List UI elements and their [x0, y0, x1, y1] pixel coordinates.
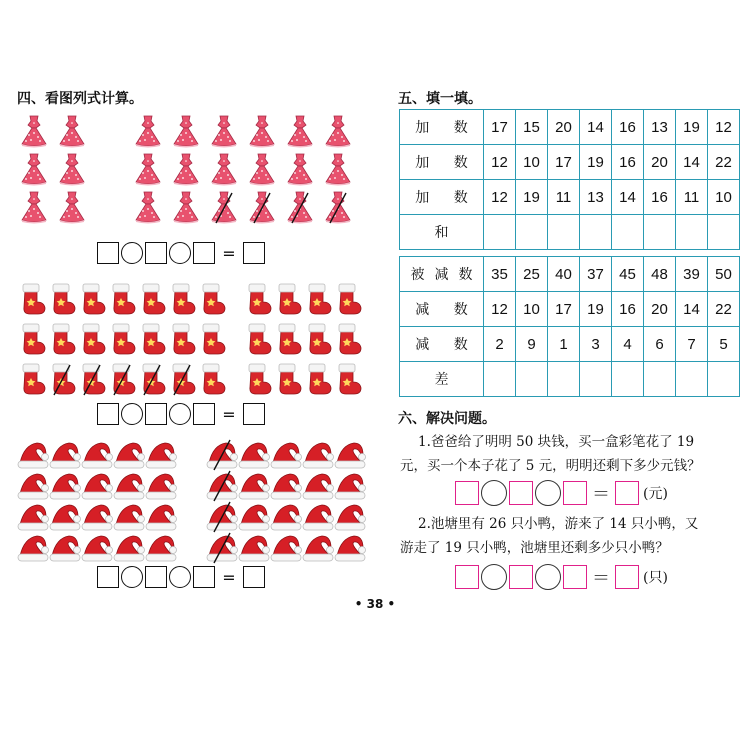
row-label: 加 数 [400, 180, 484, 215]
value-cell: 37 [580, 257, 612, 292]
operator-circle[interactable] [169, 566, 191, 588]
value-cell: 19 [516, 180, 548, 215]
dress-icon [54, 151, 90, 187]
result-box[interactable] [243, 242, 265, 264]
dress-group-left [16, 113, 92, 227]
dress-icon [282, 189, 318, 225]
operator-circle[interactable] [481, 564, 507, 590]
answer-cell[interactable] [612, 215, 644, 250]
dress-icon [206, 113, 242, 149]
value-cell: 16 [612, 110, 644, 145]
row-label: 加 数 [400, 110, 484, 145]
value-cell: 7 [676, 327, 708, 362]
problem-1-text-2 [400, 454, 701, 478]
table-row [400, 215, 740, 250]
value-cell: 20 [644, 145, 676, 180]
section-4-title: 四、看图列式计算。 [17, 91, 143, 107]
operator-circle[interactable] [535, 480, 561, 506]
answer-box[interactable] [509, 565, 533, 589]
page-number: • 38 • [354, 597, 396, 611]
value-cell: 4 [612, 327, 644, 362]
answer-box[interactable] [563, 565, 587, 589]
table-row [400, 257, 740, 292]
santa-hat-icon [111, 529, 147, 565]
answer-box[interactable] [193, 403, 215, 425]
answer-cell[interactable] [644, 362, 676, 397]
dress-icon [130, 189, 166, 225]
stocking-icon [194, 321, 230, 357]
value-cell: 14 [676, 145, 708, 180]
stocking-icon [330, 321, 366, 357]
table-row [400, 180, 740, 215]
value-cell: 2 [484, 327, 516, 362]
value-cell: 11 [676, 180, 708, 215]
answer-box[interactable] [563, 481, 587, 505]
table-row [400, 292, 740, 327]
value-cell: 16 [612, 145, 644, 180]
equals-sign: ＝ [592, 484, 610, 505]
value-cell: 11 [548, 180, 580, 215]
value-cell: 19 [580, 145, 612, 180]
value-cell: 22 [708, 145, 740, 180]
value-cell: 22 [708, 292, 740, 327]
value-cell: 16 [644, 180, 676, 215]
dress-group-right [130, 113, 358, 227]
stocking-icon [330, 361, 366, 397]
value-cell: 48 [644, 257, 676, 292]
value-cell: 13 [580, 180, 612, 215]
dress-icon [130, 151, 166, 187]
problem-2-line-2: 游走了 19 只小鸭，池塘里还剩多少只小鸭？ [400, 540, 669, 556]
value-cell: 12 [484, 180, 516, 215]
santa-hat-icon [300, 529, 336, 565]
value-cell: 14 [612, 180, 644, 215]
dress-icon [282, 151, 318, 187]
value-cell: 19 [676, 110, 708, 145]
operator-circle[interactable] [535, 564, 561, 590]
answer-cell[interactable] [676, 215, 708, 250]
stocking-group-left [14, 281, 224, 401]
value-cell: 10 [708, 180, 740, 215]
answer-cell[interactable] [516, 215, 548, 250]
value-cell: 14 [580, 110, 612, 145]
answer-cell[interactable] [676, 362, 708, 397]
operator-circle[interactable] [169, 242, 191, 264]
answer-cell[interactable] [708, 362, 740, 397]
operator-circle[interactable] [481, 480, 507, 506]
stocking-icon [194, 281, 230, 317]
value-cell: 40 [548, 257, 580, 292]
value-cell: 39 [676, 257, 708, 292]
problem-2-text-2 [400, 536, 669, 560]
dress-icon [244, 113, 280, 149]
answer-cell[interactable] [580, 215, 612, 250]
row-label: 和 [400, 215, 484, 250]
dress-icon [244, 151, 280, 187]
table-row [400, 145, 740, 180]
answer-cell[interactable] [484, 362, 516, 397]
answer-cell[interactable] [708, 215, 740, 250]
value-cell: 17 [548, 292, 580, 327]
santa-hat-icon [47, 529, 83, 565]
operator-circle[interactable] [121, 403, 143, 425]
dress-icon [206, 189, 242, 225]
problem-2-text [418, 512, 698, 536]
row-label: 减 数 [400, 327, 484, 362]
addition-table [399, 109, 740, 250]
equation-dresses [97, 242, 265, 264]
problem-1-line-2: 元，买一个本子花了 5 元，明明还剩下多少元钱？ [400, 458, 701, 474]
dress-icon [168, 151, 204, 187]
santa-hat-icon [268, 529, 304, 565]
operator-circle[interactable] [121, 242, 143, 264]
value-cell: 13 [644, 110, 676, 145]
value-cell: 45 [612, 257, 644, 292]
answer-box[interactable] [97, 242, 119, 264]
row-label: 差 [400, 362, 484, 397]
dress-icon [168, 113, 204, 149]
stocking-icon [194, 361, 230, 397]
equation-stockings [97, 403, 265, 425]
dress-icon [206, 151, 242, 187]
value-cell: 3 [580, 327, 612, 362]
row-label: 被减数 [400, 257, 484, 292]
value-cell: 12 [708, 110, 740, 145]
answer-box[interactable] [145, 566, 167, 588]
santa-hat-icon [15, 529, 51, 565]
equals-sign: = [222, 243, 236, 263]
value-cell: 12 [484, 145, 516, 180]
answer-cell[interactable] [484, 215, 516, 250]
unit-label: (元) [643, 486, 668, 502]
value-cell: 14 [676, 292, 708, 327]
value-cell: 17 [484, 110, 516, 145]
answer-box[interactable] [509, 481, 533, 505]
value-cell: 5 [708, 327, 740, 362]
subtraction-table [399, 256, 740, 397]
answer-cell[interactable] [548, 362, 580, 397]
table-row [400, 362, 740, 397]
section-6-title: 六、解决问题。 [398, 411, 496, 427]
answer-cell[interactable] [516, 362, 548, 397]
value-cell: 15 [516, 110, 548, 145]
result-box[interactable] [243, 566, 265, 588]
problem-1-line-1: 1.爸爸给了明明 50 块钱，买一盒彩笔花了 19 [418, 434, 695, 450]
equals-sign: ＝ [592, 568, 610, 589]
table-row [400, 327, 740, 362]
santa-hat-icon [236, 529, 272, 565]
value-cell: 25 [516, 257, 548, 292]
answer-box[interactable] [455, 565, 479, 589]
row-label: 加 数 [400, 145, 484, 180]
equals-sign: = [222, 404, 236, 424]
hat-group-left [15, 436, 175, 560]
dress-icon [244, 189, 280, 225]
answer-cell[interactable] [548, 215, 580, 250]
value-cell: 16 [612, 292, 644, 327]
dress-icon [282, 113, 318, 149]
answer-cell[interactable] [644, 215, 676, 250]
santa-hat-icon [332, 529, 368, 565]
dress-icon [320, 113, 356, 149]
problem-1-equation [455, 480, 668, 506]
value-cell: 10 [516, 145, 548, 180]
answer-box[interactable] [145, 403, 167, 425]
answer-box[interactable] [145, 242, 167, 264]
dress-icon [16, 113, 52, 149]
value-cell: 10 [516, 292, 548, 327]
row-label: 减 数 [400, 292, 484, 327]
value-cell: 9 [516, 327, 548, 362]
dress-icon [168, 189, 204, 225]
santa-hat-icon [79, 529, 115, 565]
operator-circle[interactable] [121, 566, 143, 588]
answer-box[interactable] [97, 403, 119, 425]
problem-2-equation [455, 564, 668, 590]
value-cell: 35 [484, 257, 516, 292]
answer-box[interactable] [193, 566, 215, 588]
section-5-title: 五、填一填。 [398, 91, 482, 107]
value-cell: 20 [548, 110, 580, 145]
problem-1-text [418, 430, 694, 454]
value-cell: 50 [708, 257, 740, 292]
dress-icon [54, 189, 90, 225]
value-cell: 12 [484, 292, 516, 327]
dress-icon [54, 113, 90, 149]
answer-cell[interactable] [580, 362, 612, 397]
unit-label: (只) [643, 570, 668, 586]
value-cell: 19 [580, 292, 612, 327]
stocking-group-right [240, 281, 360, 401]
dress-icon [320, 189, 356, 225]
santa-hat-icon [143, 529, 179, 565]
equation-hats [97, 566, 265, 588]
table-row [400, 110, 740, 145]
answer-box[interactable] [193, 242, 215, 264]
result-box[interactable] [243, 403, 265, 425]
operator-circle[interactable] [169, 403, 191, 425]
value-cell: 17 [548, 145, 580, 180]
result-box[interactable] [615, 481, 639, 505]
dress-icon [320, 151, 356, 187]
stocking-icon [330, 281, 366, 317]
answer-box[interactable] [455, 481, 479, 505]
value-cell: 6 [644, 327, 676, 362]
answer-cell[interactable] [612, 362, 644, 397]
santa-hat-icon [204, 529, 240, 565]
value-cell: 20 [644, 292, 676, 327]
result-box[interactable] [615, 565, 639, 589]
answer-box[interactable] [97, 566, 119, 588]
dress-icon [16, 189, 52, 225]
dress-icon [130, 113, 166, 149]
equals-sign: = [222, 567, 236, 587]
hat-group-right [204, 436, 364, 560]
value-cell: 1 [548, 327, 580, 362]
problem-2-line-1: 2.池塘里有 26 只小鸭，游来了 14 只小鸭，又 [418, 516, 699, 532]
dress-icon [16, 151, 52, 187]
